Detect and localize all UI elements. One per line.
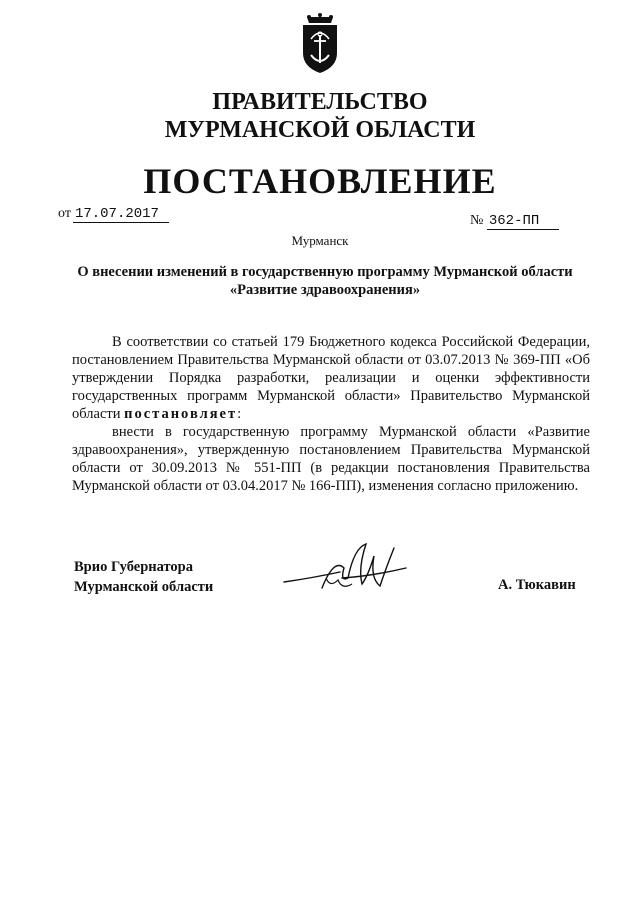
city-name: Мурманск	[291, 233, 349, 248]
organization-title	[0, 88, 640, 144]
signer-position-line1: Врио Губернатора	[74, 559, 193, 575]
signer-name: А. Тюкавин	[498, 577, 576, 593]
document-number	[470, 213, 559, 230]
organization-title-line1: ПРАВИТЕЛЬСТВО	[212, 89, 428, 115]
organization-title-line2: МУРМАНСКОЙ ОБЛАСТИ	[164, 117, 476, 143]
document-subject	[60, 263, 590, 299]
coat-of-arms-icon	[293, 13, 347, 75]
signer-position-line2: Мурманской области	[74, 579, 214, 595]
body-paragraph-1	[72, 333, 590, 423]
handwritten-signature-icon	[282, 538, 412, 600]
body-paragraph-2: внести в государственную программу Мурманской области «Развитие здравоохранения», утвержденную постановлением Правительства Мурманской области от 30.09.2013 № 551-ПП (в редакции постановления Правительства Мурманской области от 03.04.2017 № 166-ПП), изменения согласно приложению.	[72, 424, 590, 494]
date-value: 17.07.2017	[73, 206, 169, 223]
subject-line1: О внесении изменений в государственную программу Мурманской области	[77, 264, 573, 280]
resolution-keyword: постановляет	[124, 406, 238, 422]
signer-position	[74, 557, 213, 597]
date-prefix: от	[58, 206, 71, 221]
paragraph-1-text: В соответствии со статьей 179 Бюджетного кодекса Российской Федерации, постановлением Правительства Мурманской области от 03.07.2013 № 369-ПП «Об утверждении Порядка разработки, реализации и оценки эффективности государственных программ Мурманской области» Правительство Мурманской области	[72, 334, 590, 422]
document-date	[58, 206, 169, 223]
document-type-title: ПОСТАНОВЛЕНИЕ	[143, 161, 497, 201]
subject-line2: «Развитие здравоохранения»	[229, 282, 421, 298]
number-value: 362-ПП	[487, 213, 559, 230]
paragraph-1-end: :	[237, 406, 242, 422]
number-prefix: №	[470, 213, 484, 228]
document-body	[72, 333, 590, 495]
